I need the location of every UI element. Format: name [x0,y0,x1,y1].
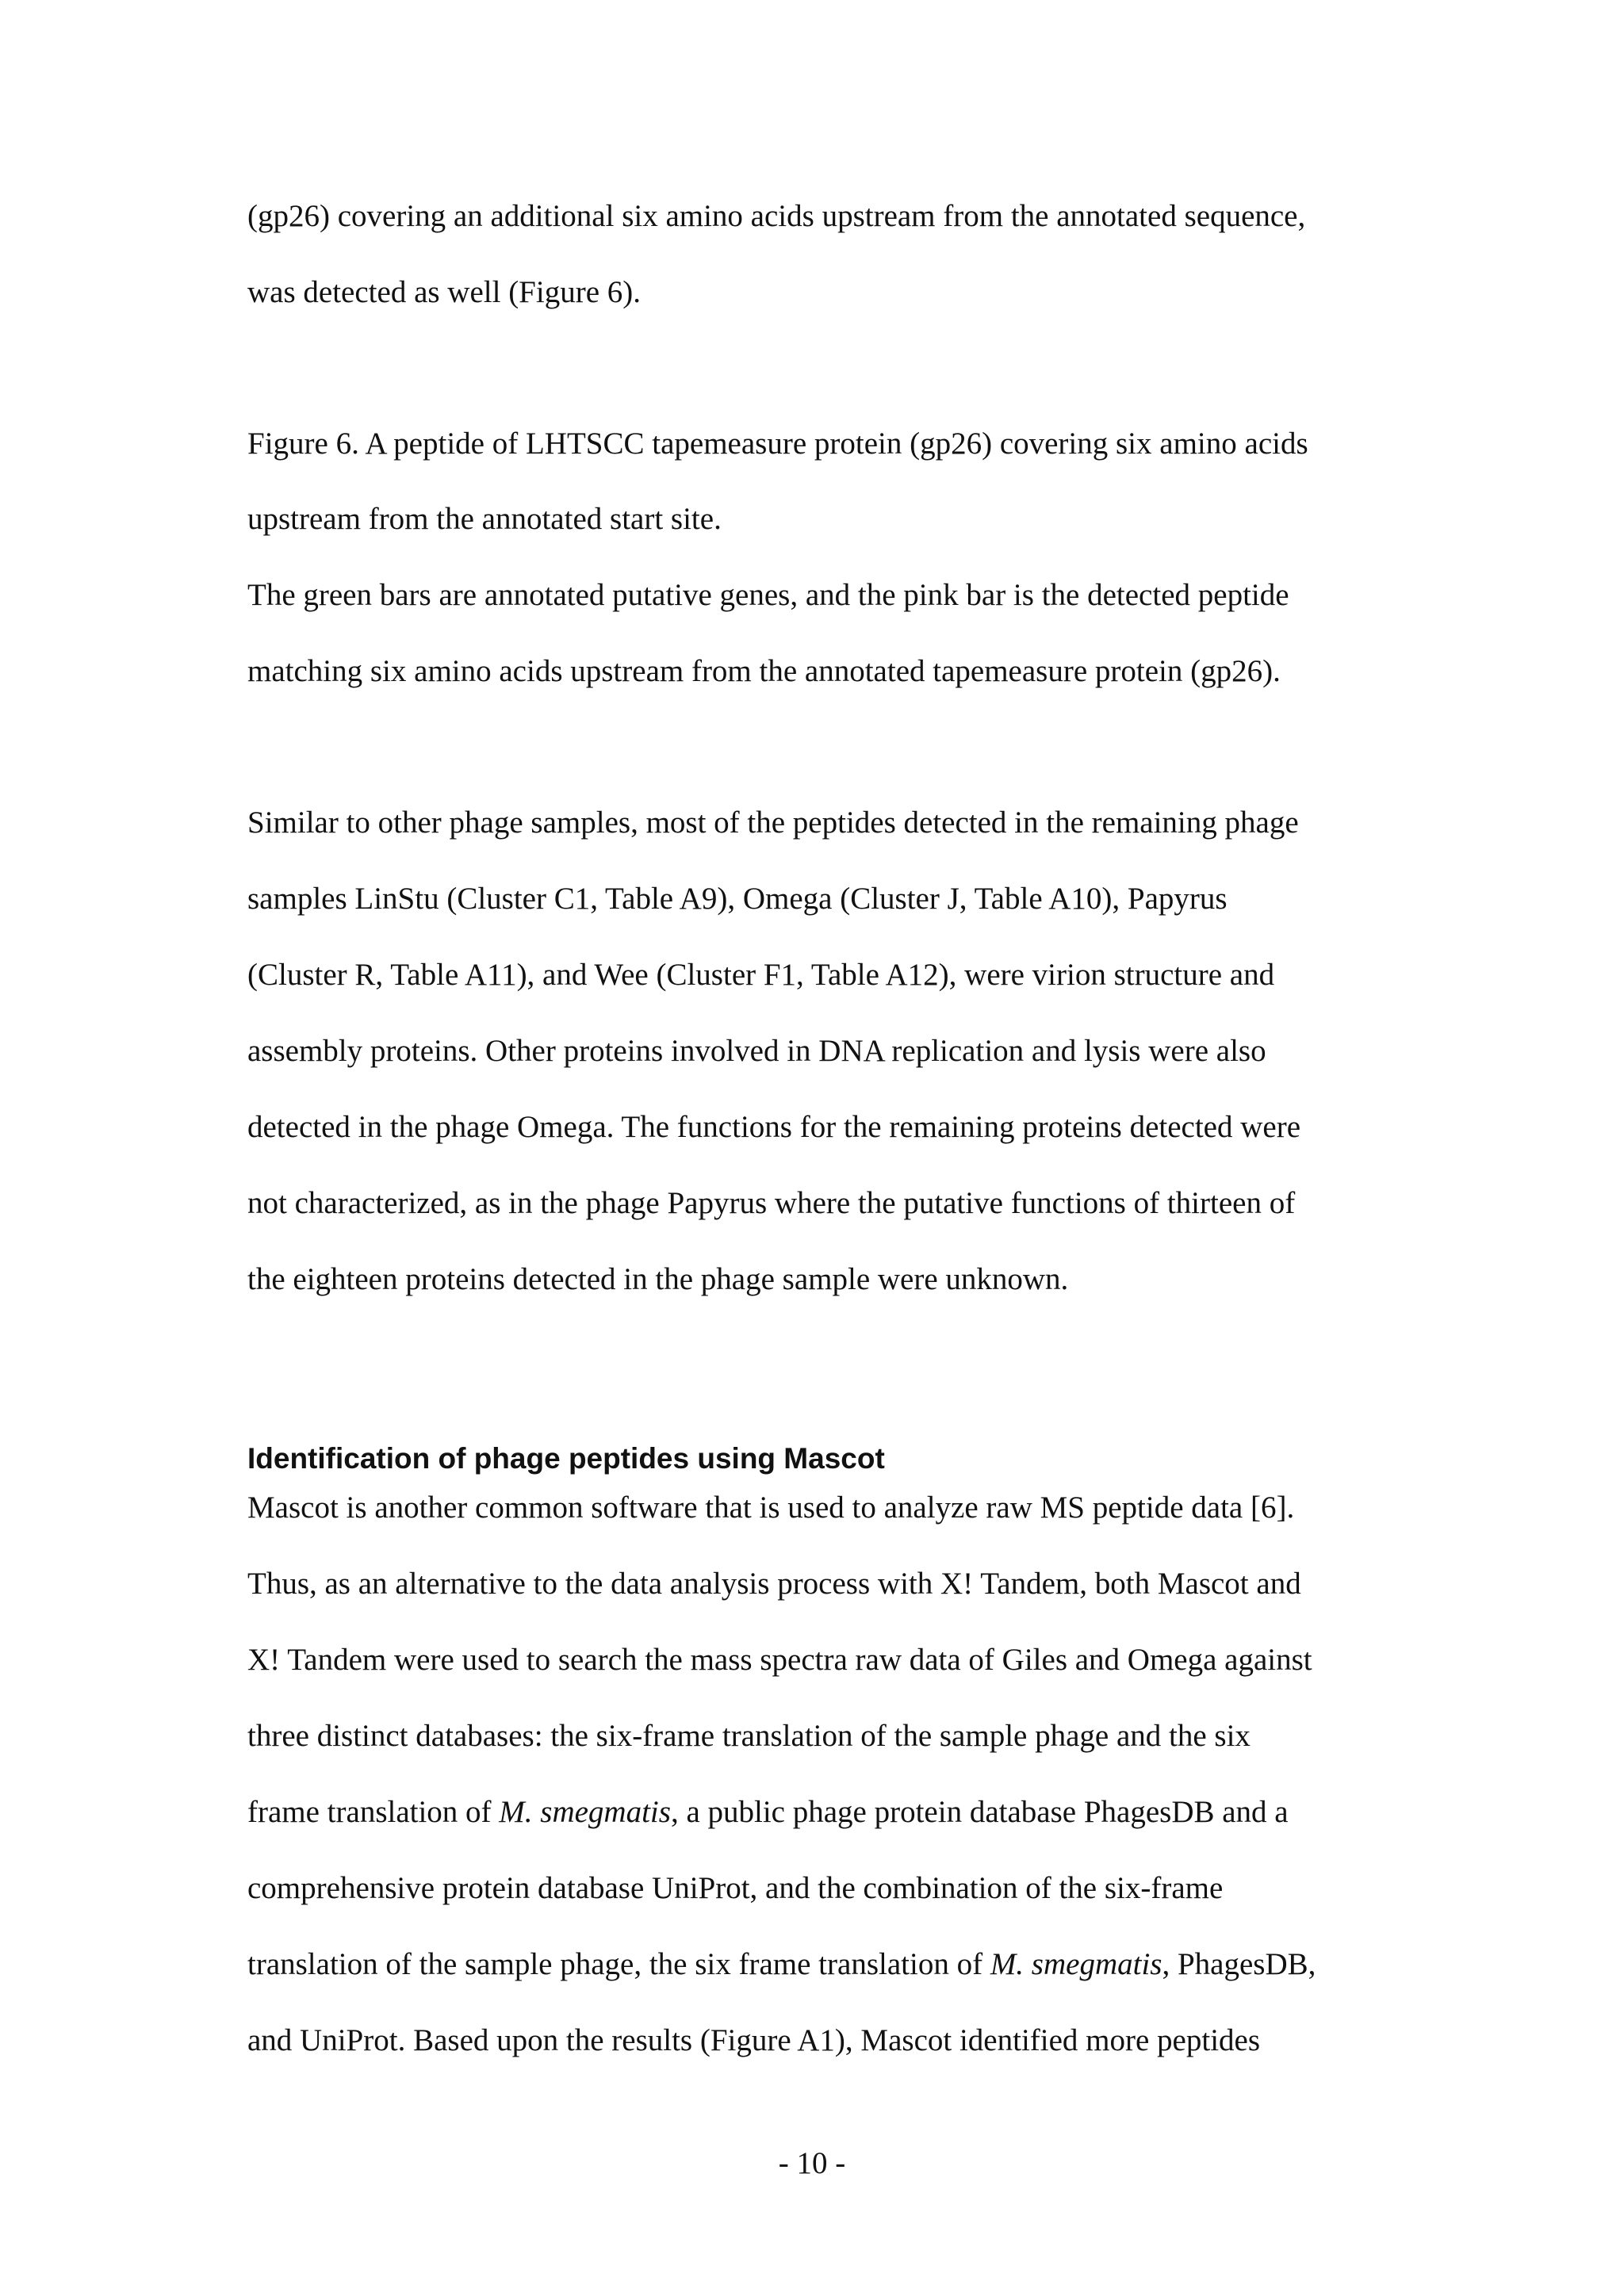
figure-caption-line: matching six amino acids upstream from the annotated tapemeasure protein (gp26). [247,654,1281,688]
body-text-line: was detected as well (Figure 6). [247,275,641,309]
body-text-line: three distinct databases: the six-frame translation of the sample phage and the six [247,1719,1251,1753]
species-name: M. smegmatis [990,1947,1162,1981]
body-text-line: Mascot is another common software that is used to analyze raw MS peptide data [6]. [247,1490,1295,1525]
page-number: - 10 - [778,2146,846,2180]
body-text-line [247,1946,1316,1984]
body-text-segment: , a public phage protein database PhagesDB and a [670,1795,1289,1829]
body-text-line: not characterized, as in the phage Papyrus where the putative functions of thirteen of [247,1186,1296,1220]
body-text-segment: frame translation of [247,1795,500,1829]
body-text-line: (gp26) covering an additional six amino acids upstream from the annotated sequence, [247,199,1306,233]
body-text-line [247,1793,1289,1831]
body-text-segment: , PhagesDB, [1162,1947,1316,1981]
figure-caption-line: The green bars are annotated putative genes, and the pink bar is the detected peptide [247,578,1289,612]
body-text-line: (Cluster R, Table A11), and Wee (Cluster F1, Table A12), were virion structure and [247,958,1275,992]
body-text-segment: translation of the sample phage, the six frame translation of [247,1947,990,1981]
body-text-line: detected in the phage Omega. The functions for the remaining proteins detected were [247,1110,1301,1144]
body-text-line: the eighteen proteins detected in the phage sample were unknown. [247,1262,1069,1296]
body-text-line: X! Tandem were used to search the mass spectra raw data of Giles and Omega against [247,1643,1312,1677]
body-text-line: Similar to other phage samples, most of the peptides detected in the remaining phage [247,806,1299,840]
body-text-line: samples LinStu (Cluster C1, Table A9), Omega (Cluster J, Table A10), Papyrus [247,882,1228,916]
species-name: M. smegmatis [499,1795,671,1829]
body-text-line: comprehensive protein database UniProt, and the combination of the six-frame [247,1871,1224,1905]
figure-caption-line: upstream from the annotated start site. [247,502,722,536]
body-text-line: assembly proteins. Other proteins involved in DNA replication and lysis were also [247,1034,1266,1068]
body-text-line: and UniProt. Based upon the results (Figure A1), Mascot identified more peptides [247,2023,1261,2057]
figure-caption-line: Figure 6. A peptide of LHTSCC tapemeasure protein (gp26) covering six amino acids [247,427,1308,461]
body-text-line: Thus, as an alternative to the data analysis process with X! Tandem, both Mascot and [247,1567,1301,1601]
section-heading: Identification of phage peptides using Mascot [247,1442,885,1475]
